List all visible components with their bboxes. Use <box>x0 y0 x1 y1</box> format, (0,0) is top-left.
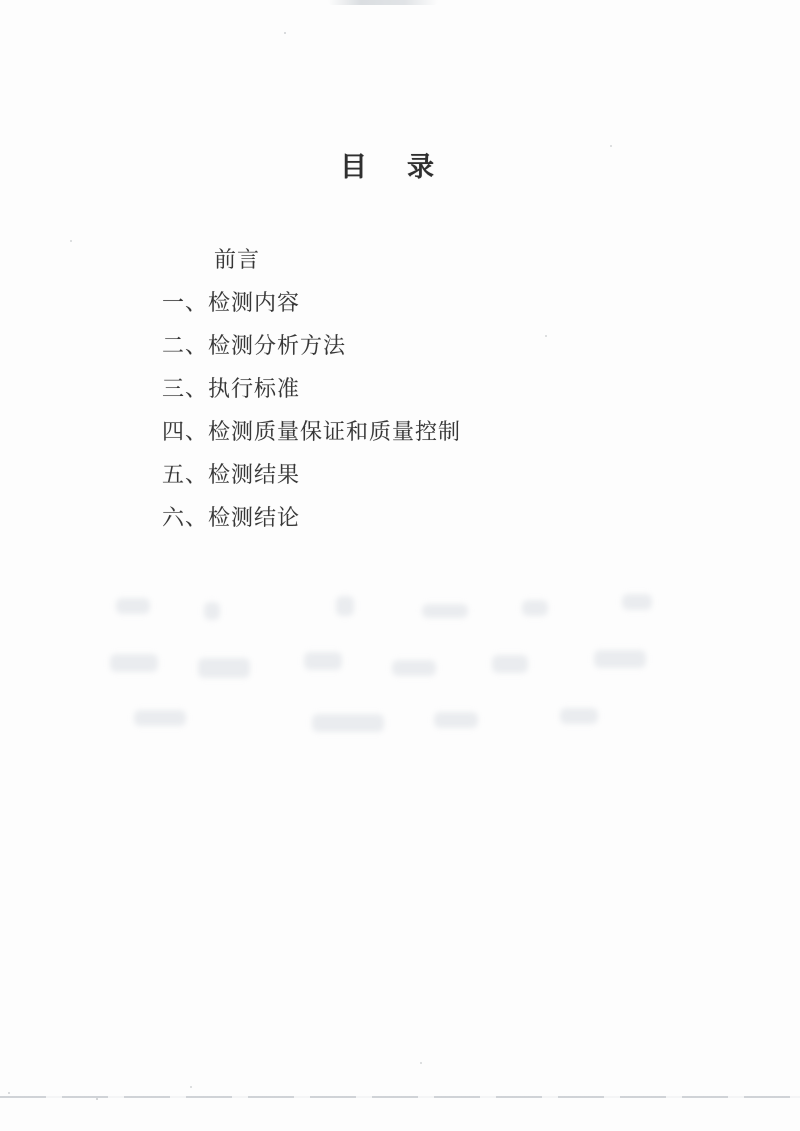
bleed-through-artifact <box>522 600 548 616</box>
page-title-char: 目 <box>340 152 367 182</box>
page-title <box>340 152 434 183</box>
table-of-contents <box>162 248 461 529</box>
bleed-through-artifact <box>422 604 468 618</box>
bleed-through-artifact <box>560 708 598 724</box>
page-title-char: 录 <box>407 152 434 182</box>
scan-artifact-top <box>328 0 438 5</box>
bleed-through-artifact <box>198 658 250 678</box>
scan-artifact-line <box>0 1096 800 1098</box>
bleed-through-artifact <box>594 650 646 668</box>
bleed-through-artifact <box>312 714 384 732</box>
bleed-through-artifact <box>116 598 150 614</box>
bleed-through-artifact <box>110 654 158 672</box>
toc-item-4: 四、检测质量保证和质量控制 <box>162 419 462 444</box>
bleed-through-artifact <box>304 652 342 670</box>
toc-preface: 前言 <box>214 247 261 272</box>
toc-item-3: 三、执行标准 <box>162 376 301 401</box>
bleed-through-artifact <box>434 712 478 728</box>
bleed-through-artifact <box>204 602 220 620</box>
bleed-through-artifact <box>392 660 436 676</box>
bleed-through-artifact <box>134 710 186 726</box>
toc-item-1: 一、检测内容 <box>162 290 301 315</box>
scan-speckles <box>0 0 2 2</box>
toc-item-5: 五、检测结果 <box>162 462 301 487</box>
toc-item-2: 二、检测分析方法 <box>162 333 347 358</box>
bleed-through-artifact <box>336 596 354 616</box>
bleed-through-artifact <box>622 594 652 610</box>
bleed-through-artifact <box>492 655 528 673</box>
toc-item-6: 六、检测结论 <box>162 505 301 530</box>
